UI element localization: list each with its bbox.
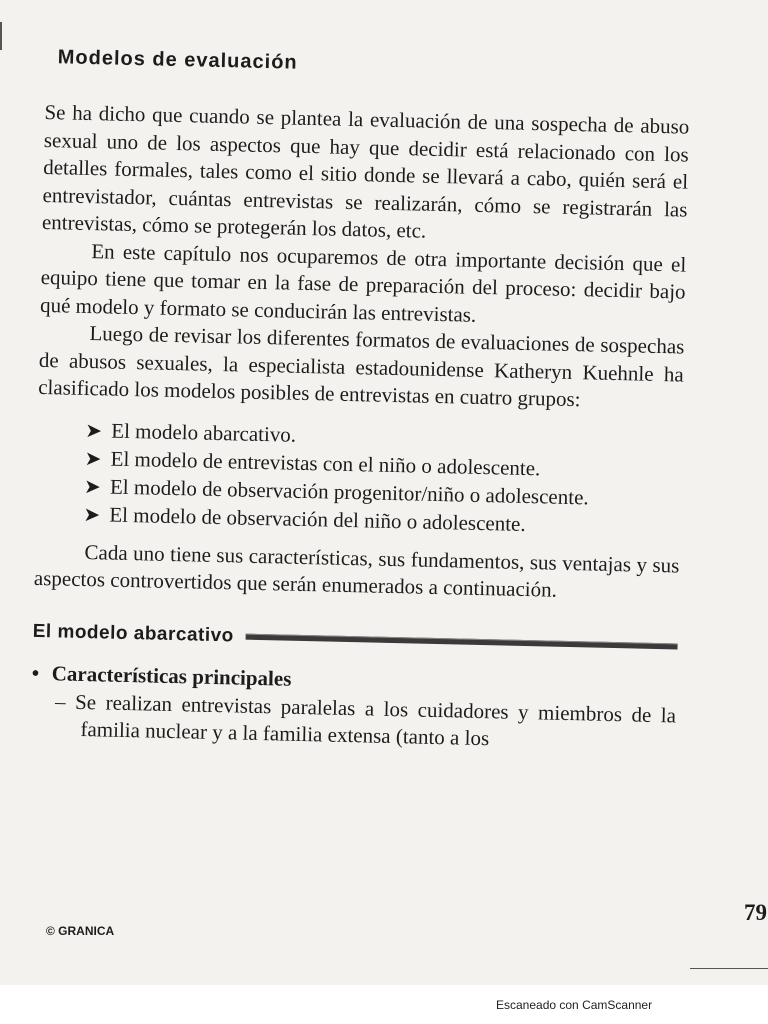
page-number: 79 [744, 900, 767, 925]
model-text: El modelo de observación progenitor/niño o adolescente. [109, 474, 589, 509]
paragraph-kuehnle: Luego de revisar los diferentes formatos de evaluaciones de sospechas de abusos sexuales, la especialista estadounidense Katheryn Kuehnle ha clasificado los modelos posibles de entrevistas en cuatro grupos: [37, 321, 685, 412]
page-heading: Modelos de evaluación [57, 46, 298, 74]
paragraph-chapter-purpose: En este capítulo nos ocuparemos de otra importante decisión que el equipo tiene que tomar en la fase de preparación del proceso: decidir bajo qué modelo y formato se conducirán las entrevistas. [39, 238, 687, 327]
arrow-bullet-icon: ➤ [83, 503, 101, 526]
models-list [35, 415, 682, 542]
arrow-bullet-icon: ➤ [83, 475, 102, 498]
publisher-footer: © GRANICA [46, 924, 115, 938]
model-text: El modelo de entrevistas con el niño o adolescente. [110, 446, 541, 480]
section-rule [246, 633, 678, 649]
model-text: El modelo de observación del niño o adolescente. [109, 502, 526, 536]
arrow-bullet-icon: ➤ [84, 447, 102, 470]
page-content [30, 46, 691, 756]
paragraph-intro: Se ha dicho que cuando se plantea la evaluación de una sospecha de abuso sexual uno de los aspectos que hay que decidir está relacionado con los detalles formales, tales como el sitio donde se llevará a cabo, quién será el entrevistador, cuántas entrevistas se realizarán, cómo se registrarán las entrevistas, cómo se protegerán los datos, etc. [41, 99, 690, 243]
subheading-text: Características principales [51, 660, 292, 691]
camscanner-watermark: Escaneado con CamScanner [496, 998, 653, 1012]
model-text: El modelo abarcativo. [111, 418, 297, 447]
dash-item-text: Se realizan entrevistas paralelas a los cuidadores y miembros de la familia nuclear y a la familia extensa (tanto a los [74, 689, 677, 750]
paragraph-closing: Cada uno tiene sus características, sus fundamentos, sus ventajas y sus aspectos controvertidos que serán enumerados a continuación. [33, 539, 680, 602]
section-header [32, 620, 677, 657]
arrow-bullet-icon: ➤ [85, 419, 103, 442]
edge-mark [0, 22, 2, 50]
dash-marker: – [54, 688, 66, 714]
section-title: El modelo abarcativo [32, 620, 235, 646]
bullet-dot-icon: • [31, 660, 40, 685]
bottom-rule [690, 968, 768, 969]
